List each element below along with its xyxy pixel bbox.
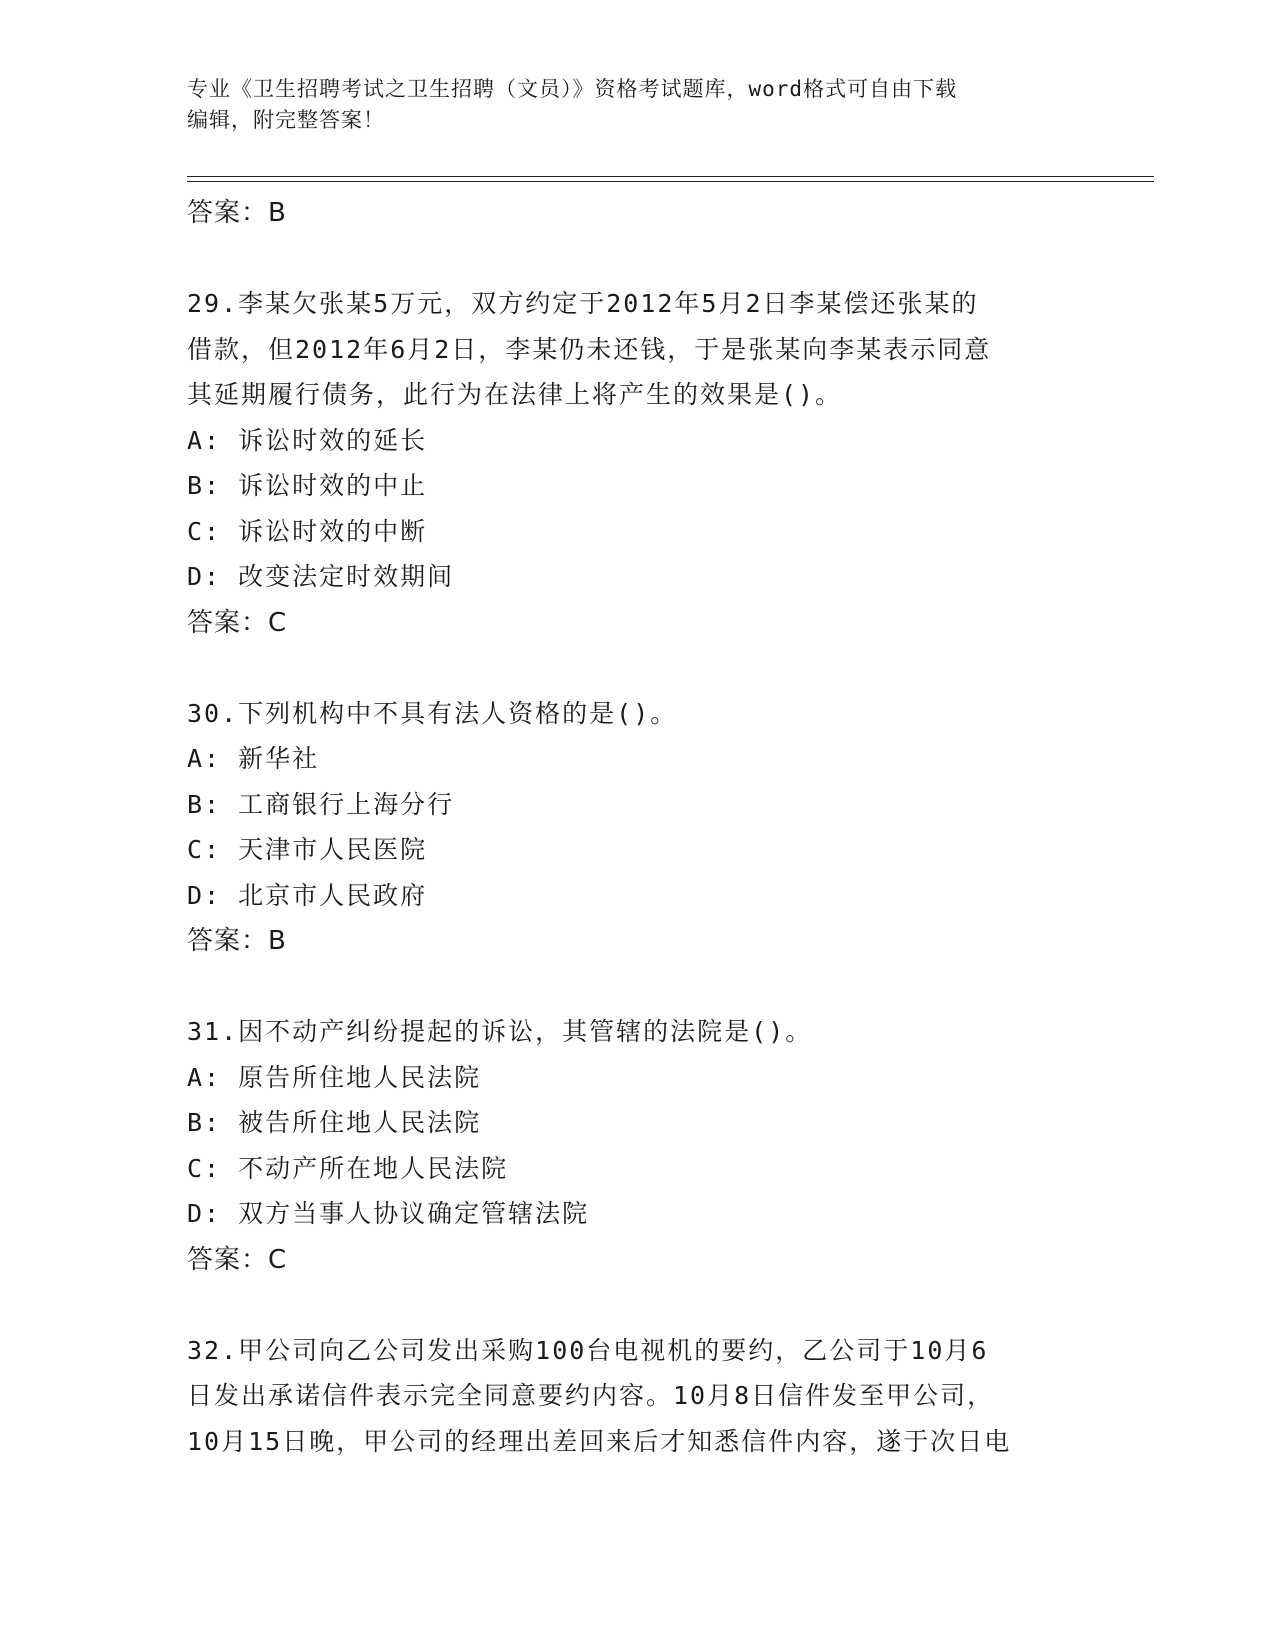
question-stem-line: 29.李某欠张某5万元，双方约定于2012年5月2日李某偿还张某的 xyxy=(187,289,979,318)
option-d: D: 改变法定时效期间 xyxy=(187,562,455,591)
question-29 xyxy=(187,281,1087,646)
spacer xyxy=(187,964,1087,1009)
question-stem-line: 30.下列机构中不具有法人资格的是()。 xyxy=(187,698,678,728)
question-stem-line: 其延期履行债务，此行为在法律上将产生的效果是()。 xyxy=(187,380,843,409)
header-line-2: 编辑，附完整答案！ xyxy=(187,108,385,132)
question-stem-line: 10月15日晚，甲公司的经理出差回来后才知悉信件内容，遂于次日电 xyxy=(187,1426,1012,1456)
header-divider xyxy=(187,176,1154,182)
option-c: C: 天津市人民医院 xyxy=(187,835,428,864)
question-stem-line: 32.甲公司向乙公司发出采购100台电视机的要约，乙公司于10月6 xyxy=(187,1335,989,1365)
header-line-1: 专业《卫生招聘考试之卫生招聘（文员）》资格考试题库，word格式可自由下载 xyxy=(187,77,958,101)
option-d: D: 双方当事人协议确定管辖法院 xyxy=(187,1199,590,1228)
question-stem-line: 31.因不动产纠纷提起的诉讼，其管辖的法院是()。 xyxy=(187,1017,813,1046)
question-30 xyxy=(187,691,1087,965)
spacer xyxy=(187,1283,1087,1328)
question-32 xyxy=(187,1328,1087,1465)
answer-31: 答案：C xyxy=(187,1244,288,1275)
previous-answer: 答案：B xyxy=(187,198,287,228)
option-a: A: 原告所住地人民法院 xyxy=(187,1062,482,1092)
page-header xyxy=(187,74,1067,136)
answer-30: 答案：B xyxy=(187,926,287,956)
option-c: C: 诉讼时效的中断 xyxy=(187,516,428,546)
spacer xyxy=(187,236,1087,281)
option-b: B: 被告所住地人民法院 xyxy=(187,1108,482,1137)
option-a: A: 诉讼时效的延长 xyxy=(187,425,428,455)
question-stem-line: 借款，但2012年6月2日，李某仍未还钱，于是张某向李某表示同意 xyxy=(187,334,992,364)
option-c: C: 不动产所在地人民法院 xyxy=(187,1153,509,1183)
question-31 xyxy=(187,1009,1087,1283)
answer-29: 答案：C xyxy=(187,607,288,638)
spacer xyxy=(187,646,1087,691)
option-b: B: 诉讼时效的中止 xyxy=(187,471,428,500)
document-body xyxy=(187,190,1087,1464)
question-stem-line: 日发出承诺信件表示完全同意要约内容。10月8日信件发至甲公司， xyxy=(187,1381,995,1410)
option-b: B: 工商银行上海分行 xyxy=(187,789,455,819)
option-a: A: 新华社 xyxy=(187,744,320,773)
option-d: D: 北京市人民政府 xyxy=(187,880,428,910)
